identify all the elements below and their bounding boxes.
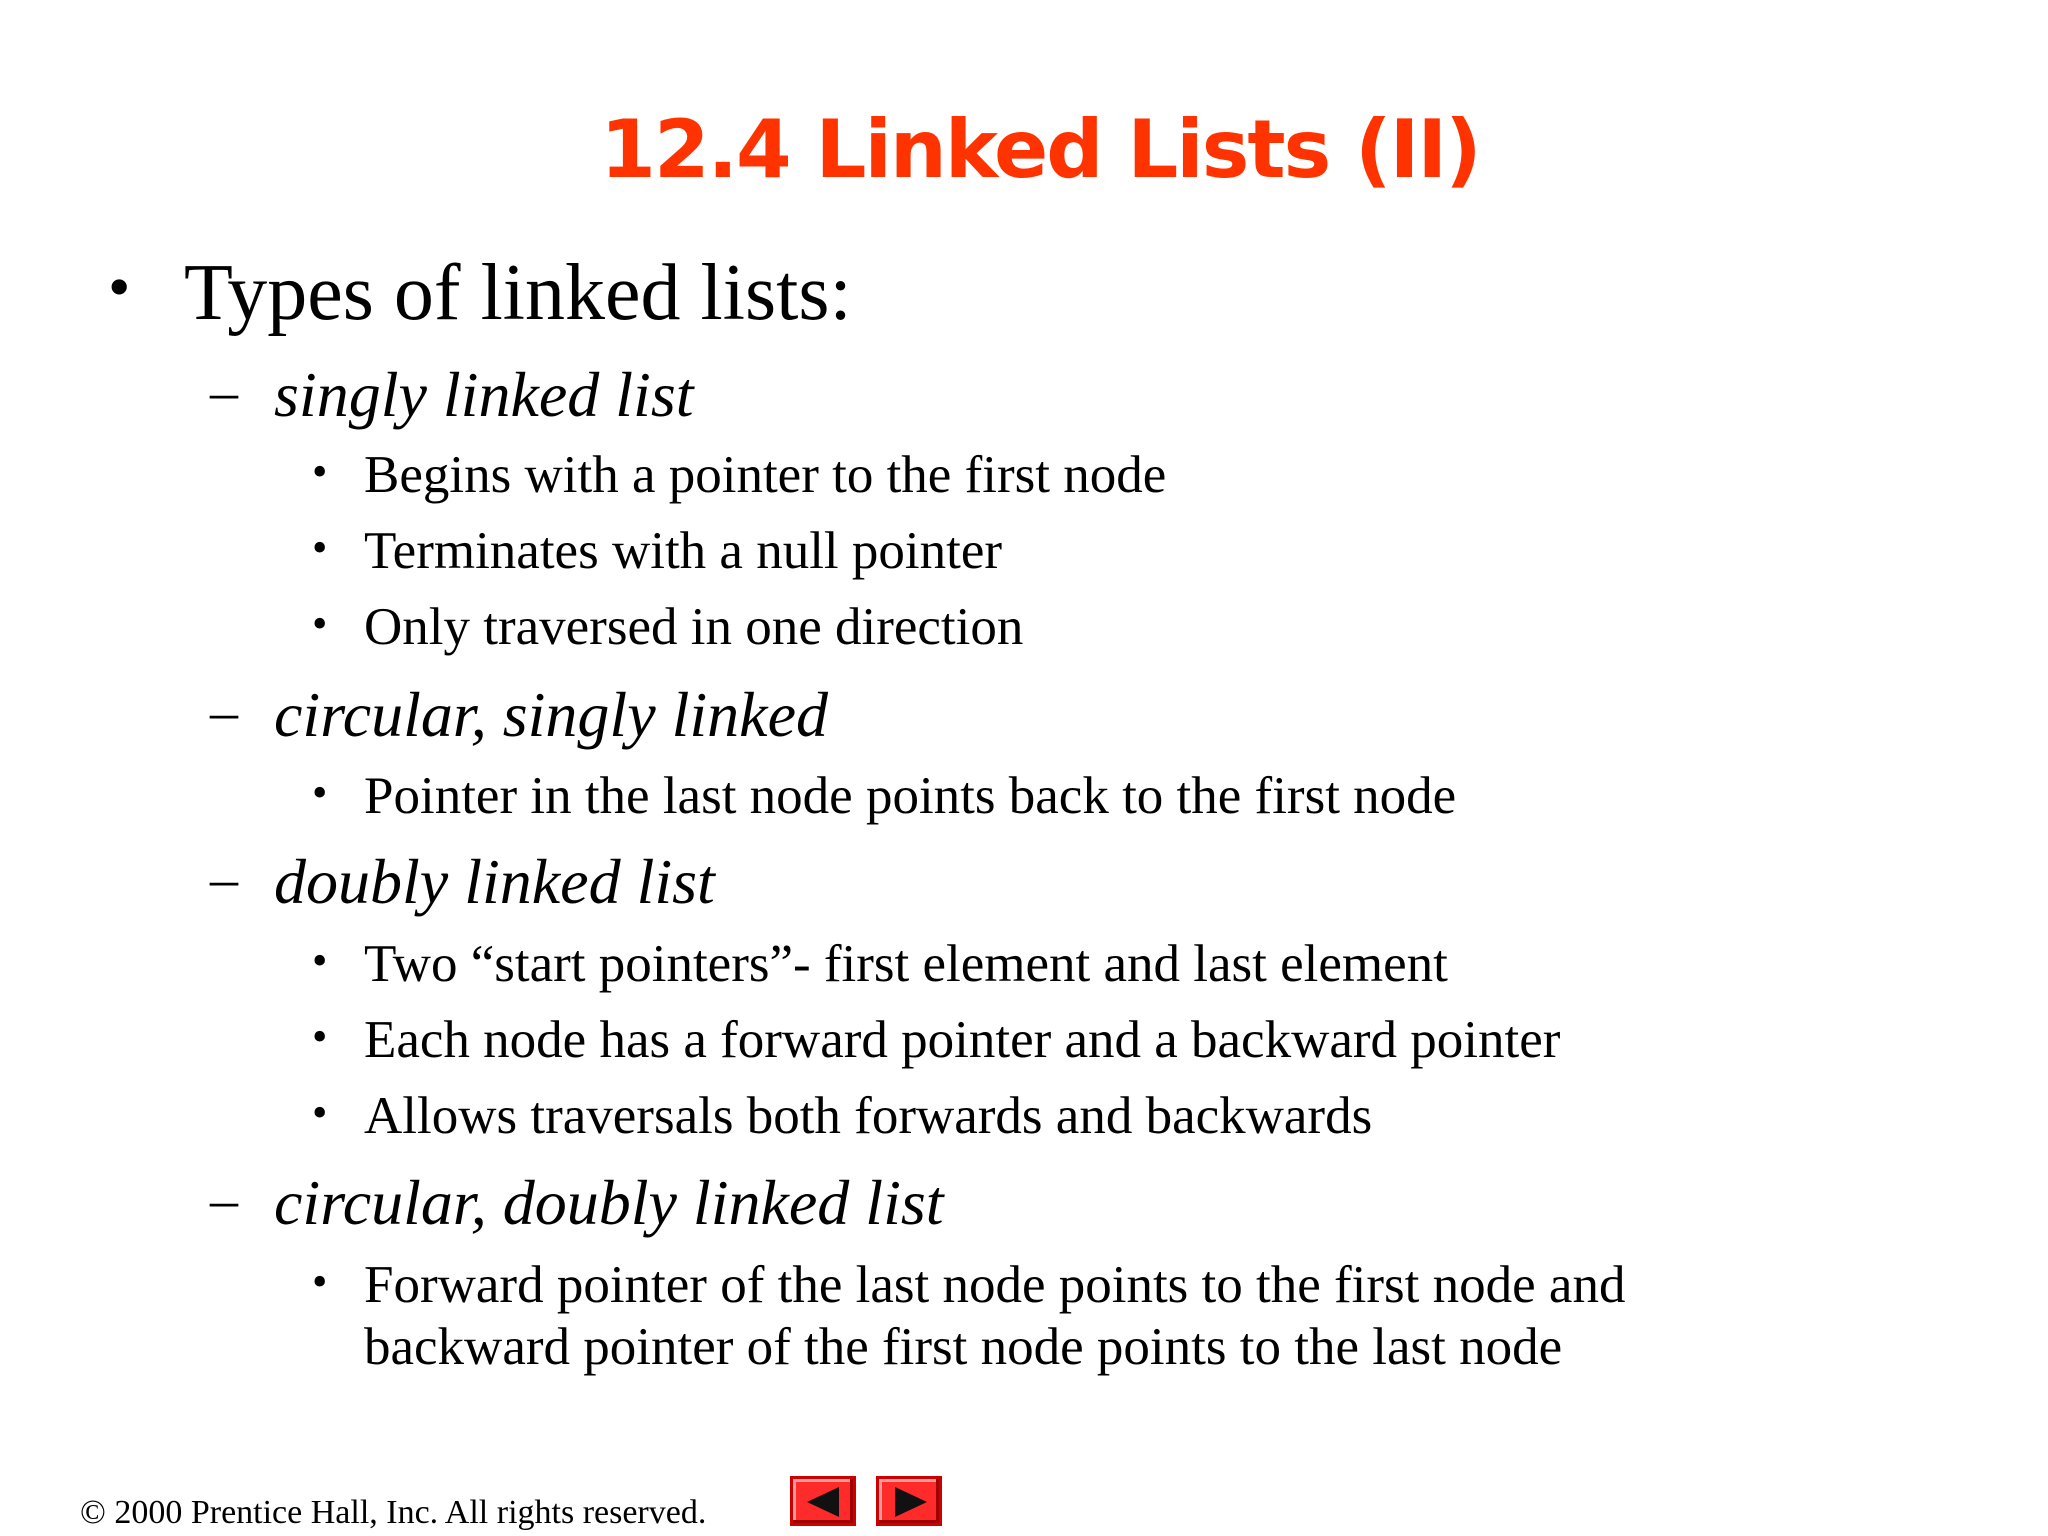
bullet-marker: •	[312, 523, 328, 572]
section-label: circular, doubly linked list	[274, 1167, 944, 1238]
bullet-marker: •	[312, 1088, 328, 1137]
list-item: Two “start pointers”- first element and last element	[364, 935, 1448, 993]
bullet-marker: •	[312, 768, 328, 817]
main-heading: Types of linked lists:	[184, 249, 852, 337]
section-label: circular, singly linked	[274, 679, 828, 750]
list-item: Only traversed in one direction	[364, 598, 1024, 656]
list-item: Forward pointer of the last node points to the first node and	[364, 1256, 1626, 1314]
list-item: Allows traversals both forwards and backwards	[364, 1087, 1373, 1145]
bullet-marker: •	[312, 447, 328, 496]
list-item: Pointer in the last node points back to the first node	[364, 767, 1457, 825]
bullet-marker: •	[312, 599, 328, 648]
bullet-marker: •	[312, 1012, 328, 1061]
list-item: Terminates with a null pointer	[364, 522, 1003, 580]
left-arrow-icon	[807, 1487, 839, 1517]
bullet-marker: •	[108, 251, 131, 322]
bullet-marker: •	[312, 1257, 328, 1306]
section-label: doubly linked list	[274, 846, 715, 917]
section-label: singly linked list	[274, 359, 694, 430]
copyright-footer: © 2000 Prentice Hall, Inc. All rights reserved.	[80, 1494, 707, 1531]
bullet-marker: •	[312, 936, 328, 985]
previous-slide-button[interactable]	[790, 1476, 856, 1526]
dash-marker: –	[210, 848, 238, 910]
list-item: Begins with a pointer to the first node	[364, 446, 1167, 504]
list-item: Each node has a forward pointer and a backward pointer	[364, 1011, 1561, 1069]
slide-title: 12.4 Linked Lists (II)	[600, 103, 1480, 196]
right-arrow-icon	[895, 1487, 927, 1517]
dash-marker: –	[210, 681, 238, 743]
list-item-continuation: backward pointer of the first node points to the last node	[364, 1318, 1563, 1376]
dash-marker: –	[210, 361, 238, 423]
dash-marker: –	[210, 1169, 238, 1231]
next-slide-button[interactable]	[876, 1476, 942, 1526]
